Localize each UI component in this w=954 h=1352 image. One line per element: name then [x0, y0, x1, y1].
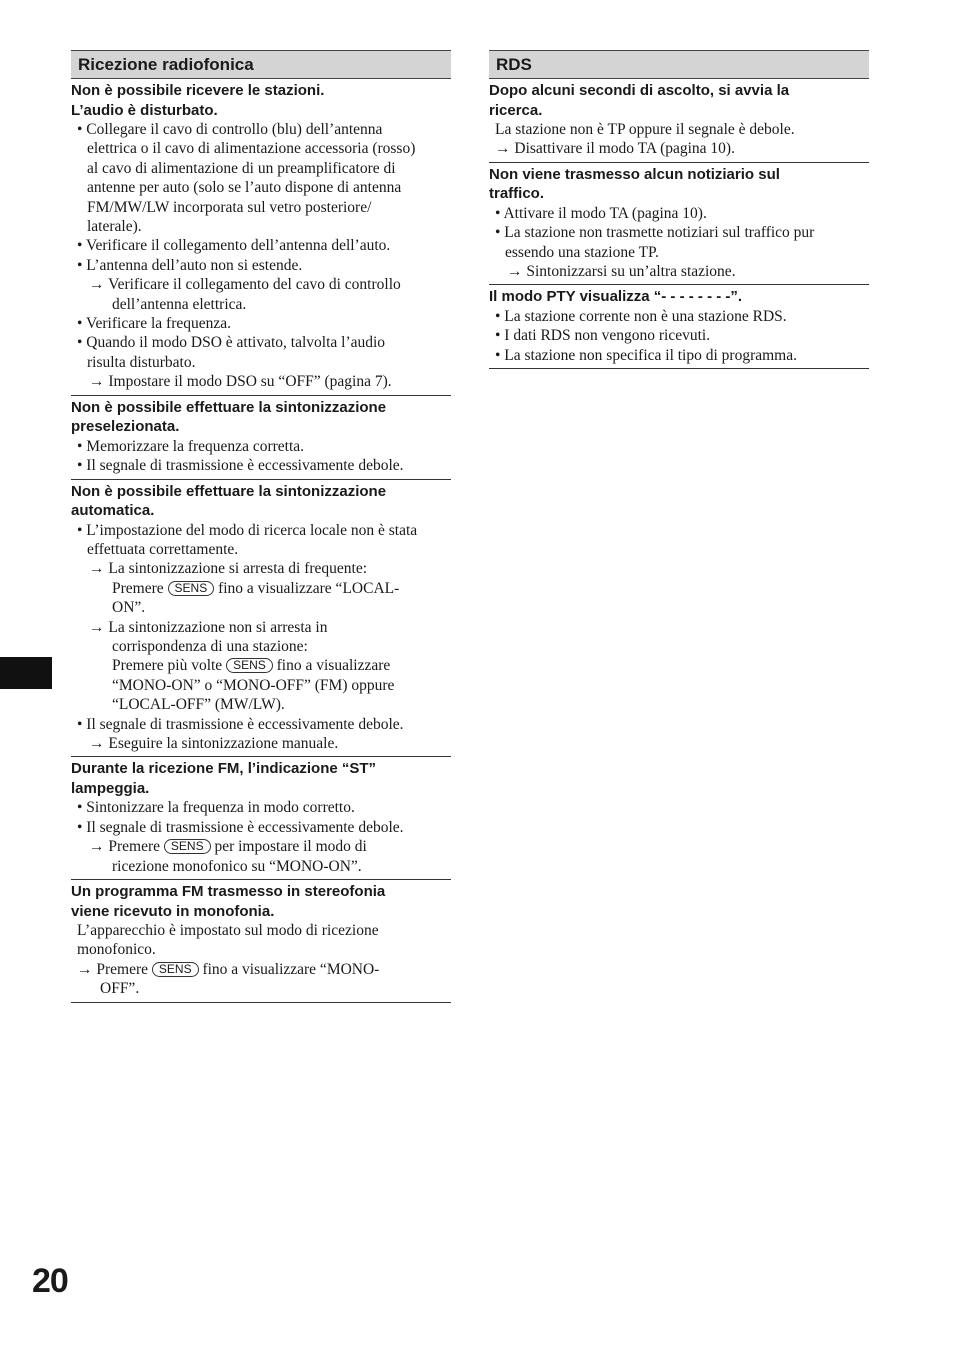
- text: Premere più volte: [112, 657, 223, 675]
- side-tab-marker: [0, 657, 52, 689]
- text-line: dell’antenna elettrica.: [112, 295, 247, 313]
- arrow-line: → Impostare il modo DSO su “OFF” (pagina 7).: [89, 373, 392, 391]
- question: Non è possibile effettuare la sintonizzazione: [71, 398, 387, 416]
- text-line: ricezione monofonico su “MONO-ON”.: [112, 857, 362, 875]
- text: Premere: [112, 579, 164, 597]
- faq-block: [489, 285, 869, 369]
- arrow-line: → La sintonizzazione si arresta di frequente:: [89, 560, 368, 578]
- text-line: ON”.: [112, 599, 146, 617]
- faq-block: [71, 757, 451, 880]
- bullet-line: • Attivare il modo TA (pagina 10).: [495, 204, 707, 222]
- text-line: risulta disturbato.: [87, 353, 196, 371]
- text-line: elettrica o il cavo di alimentazione accessoria (rosso): [87, 140, 416, 158]
- text: → Premere: [77, 960, 149, 978]
- question: ricerca.: [489, 101, 543, 119]
- bullet-line: • Memorizzare la frequenza corretta.: [77, 437, 305, 455]
- faq-block: [489, 79, 869, 163]
- question: Un programma FM trasmesso in stereofonia: [71, 883, 386, 900]
- text-line: essendo una stazione TP.: [505, 243, 659, 261]
- faq-block: [71, 480, 451, 758]
- bullet-line: • L’antenna dell’auto non si estende.: [77, 256, 303, 274]
- text-line: effettuata correttamente.: [87, 540, 239, 558]
- text-line: “MONO-ON” o “MONO-OFF” (FM) oppure: [112, 676, 395, 694]
- question: preselezionata.: [71, 418, 180, 436]
- text-line: corrispondenza di una stazione:: [112, 637, 308, 655]
- question: Dopo alcuni secondi di ascolto, si avvia la: [489, 82, 790, 99]
- question: Durante la ricezione FM, l’indicazione “ST”: [71, 760, 377, 778]
- arrow-line: [71, 960, 451, 979]
- section-heading-radio: Ricezione radiofonica: [71, 50, 451, 79]
- bullet-line: • Il segnale di trasmissione è eccessivamente debole.: [77, 818, 404, 836]
- text: fino a visualizzare “MONO-: [202, 960, 380, 978]
- question: L’audio è disturbato.: [71, 101, 218, 119]
- sens-button-icon: SENS: [168, 581, 215, 596]
- text-line: antenne per auto (solo se l’auto dispone di antenna: [87, 179, 402, 197]
- arrow-line: [71, 837, 451, 856]
- text-line: [71, 656, 451, 675]
- text: fino a visualizzare: [276, 657, 391, 675]
- text: per impostare il modo di: [214, 838, 367, 856]
- faq-block: [71, 79, 451, 396]
- faq-block: [489, 163, 869, 286]
- page-number: 20: [32, 1262, 68, 1300]
- left-column: [71, 50, 451, 1003]
- bullet-line: • La stazione non trasmette notiziari sul traffico pur: [495, 224, 815, 242]
- question: Non è possibile effettuare la sintonizzazione: [71, 482, 387, 500]
- bullet-line: • Quando il modo DSO è attivato, talvolta l’audio: [77, 334, 386, 352]
- bullet-line: • Il segnale di trasmissione è eccessivamente debole.: [77, 457, 404, 475]
- bullet-line: • Verificare il collegamento dell’antenna dell’auto.: [77, 237, 391, 255]
- text: fino a visualizzare “LOCAL-: [218, 579, 400, 597]
- text-line: monofonico.: [77, 941, 156, 959]
- question: Non viene trasmesso alcun notiziario sul: [489, 165, 780, 183]
- question: Non è possibile ricevere le stazioni.: [71, 82, 325, 99]
- faq-block: [71, 880, 451, 1003]
- bullet-line: • Collegare il cavo di controllo (blu) dell’antenna: [77, 121, 383, 138]
- text-line: [71, 579, 451, 598]
- bullet-line: • La stazione corrente non è una stazione RDS.: [495, 307, 787, 325]
- text-line: “LOCAL-OFF” (MW/LW).: [112, 696, 285, 714]
- arrow-line: → Sintonizzarsi su un’altra stazione.: [507, 263, 736, 281]
- bullet-line: • I dati RDS non vengono ricevuti.: [495, 327, 711, 345]
- arrow-line: → Eseguire la sintonizzazione manuale.: [89, 734, 339, 752]
- question: Il modo PTY visualizza “- - - - - - - -”.: [489, 288, 743, 306]
- question: automatica.: [71, 502, 155, 519]
- arrow-line: → La sintonizzazione non si arresta in: [89, 618, 328, 636]
- text-line: FM/MW/LW incorporata sul vetro posteriore/: [87, 198, 372, 216]
- text-line: laterale).: [87, 218, 142, 236]
- bullet-line: • Sintonizzare la frequenza in modo corretto.: [77, 799, 355, 817]
- bullet-line: • Il segnale di trasmissione è eccessivamente debole.: [77, 715, 404, 733]
- arrow-line: → Verificare il collegamento del cavo di controllo: [89, 276, 401, 294]
- text: → Premere: [89, 838, 161, 856]
- right-column: [489, 50, 869, 369]
- faq-block: [71, 396, 451, 480]
- sens-button-icon: SENS: [226, 658, 273, 673]
- text-line: OFF”.: [100, 980, 140, 998]
- arrow-line: → Disattivare il modo TA (pagina 10).: [495, 140, 735, 158]
- bullet-line: • L’impostazione del modo di ricerca locale non è stata: [77, 521, 418, 539]
- bullet-line: • La stazione non specifica il tipo di programma.: [495, 346, 797, 364]
- text-line: La stazione non è TP oppure il segnale è debole.: [495, 121, 795, 138]
- section-heading-rds: RDS: [489, 50, 869, 79]
- question: lampeggia.: [71, 779, 150, 797]
- text-line: L’apparecchio è impostato sul modo di ricezione: [77, 922, 379, 939]
- text-line: al cavo di alimentazione di un preamplificatore di: [87, 159, 396, 177]
- bullet-line: • Verificare la frequenza.: [77, 315, 232, 333]
- sens-button-icon: SENS: [152, 962, 199, 977]
- sens-button-icon: SENS: [164, 839, 211, 854]
- question: viene ricevuto in monofonia.: [71, 902, 275, 920]
- question: traffico.: [489, 185, 545, 203]
